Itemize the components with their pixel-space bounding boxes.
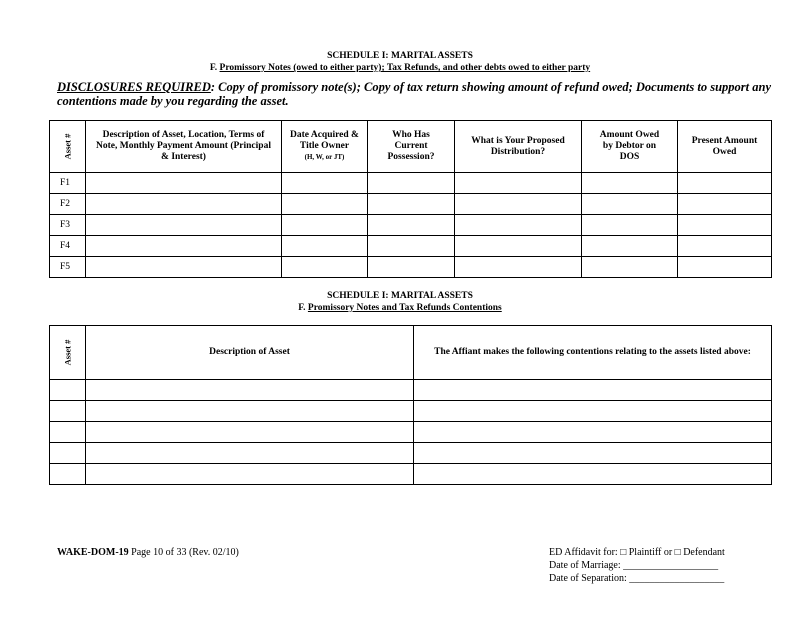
- form-id: [57, 546, 239, 559]
- table-cell[interactable]: [414, 464, 772, 485]
- table-cell[interactable]: [50, 464, 86, 485]
- table-cell[interactable]: [86, 380, 414, 401]
- table-row: [50, 194, 772, 215]
- assets-table: [49, 120, 772, 278]
- table-cell[interactable]: [50, 422, 86, 443]
- subtitle-prefix: F.: [209, 63, 220, 73]
- table-cell[interactable]: [86, 194, 282, 215]
- table-row: [50, 443, 772, 464]
- table-cell[interactable]: [582, 215, 678, 236]
- table-cell[interactable]: [86, 401, 414, 422]
- table-cell[interactable]: [455, 236, 582, 257]
- table-cell[interactable]: [455, 215, 582, 236]
- disclosures-text: : Copy of promissory note(s); Copy of tax return showing amount of refund owed; Documents to support any contentions made by you regarding the asset.: [57, 80, 771, 108]
- header-asset-num: Asset #: [50, 121, 86, 173]
- table-cell[interactable]: [368, 257, 455, 278]
- disclosures: [57, 80, 777, 108]
- table-cell[interactable]: [678, 257, 772, 278]
- table-cell[interactable]: [86, 422, 414, 443]
- table-cell[interactable]: [86, 443, 414, 464]
- header-asset-num: Asset #: [50, 326, 86, 380]
- page-number: Page 10 of 33 (Rev. 02/10): [128, 547, 239, 558]
- asset-id: F2: [50, 194, 86, 215]
- table-cell[interactable]: [414, 401, 772, 422]
- table-cell[interactable]: [86, 257, 282, 278]
- table-cell[interactable]: [86, 215, 282, 236]
- table-row: [50, 401, 772, 422]
- table-cell[interactable]: [86, 236, 282, 257]
- subtitle-prefix: F.: [298, 303, 308, 313]
- subtitle-text: Promissory Notes (owed to either party); Tax Refunds, and other debts owed to either party: [219, 63, 591, 73]
- table-cell[interactable]: [368, 173, 455, 194]
- table-row: [50, 464, 772, 485]
- header-possession: Who Has Current Possession?: [368, 121, 455, 173]
- header-amount-dos: Amount Owed by Debtor on DOS: [582, 121, 678, 173]
- table-row: [50, 380, 772, 401]
- table-cell[interactable]: [86, 464, 414, 485]
- table-row: [50, 236, 772, 257]
- subtitle-text: Promissory Notes and Tax Refunds Contentions: [307, 303, 502, 313]
- table-cell[interactable]: [282, 173, 368, 194]
- asset-id: F1: [50, 173, 86, 194]
- disclosures-label: DISCLOSURES REQUIRED: [57, 80, 211, 94]
- header-description: Description of Asset, Location, Terms of Note, Monthly Payment Amount (Principal & Interest): [86, 121, 282, 173]
- table-cell[interactable]: [582, 194, 678, 215]
- date-of-marriage-field[interactable]: Date of Marriage: ___________________: [549, 560, 719, 571]
- table-cell[interactable]: [282, 215, 368, 236]
- table-cell[interactable]: [678, 194, 772, 215]
- header-description: Description of Asset: [86, 326, 414, 380]
- table-row: [50, 215, 772, 236]
- schedule-title: SCHEDULE I: MARITAL ASSETS: [327, 51, 473, 61]
- table-cell[interactable]: [678, 173, 772, 194]
- table-cell[interactable]: [368, 236, 455, 257]
- table-cell[interactable]: [455, 194, 582, 215]
- header-note: (H, W, or JT): [304, 153, 345, 161]
- table-cell[interactable]: [455, 173, 582, 194]
- table-cell[interactable]: [414, 443, 772, 464]
- schedule2-title: SCHEDULE I: MARITAL ASSETS: [327, 291, 473, 301]
- table-cell[interactable]: [368, 215, 455, 236]
- date-of-separation-field[interactable]: Date of Separation: ___________________: [549, 573, 725, 584]
- header-contentions: The Affiant makes the following contentions relating to the assets listed above:: [414, 326, 772, 380]
- table-cell[interactable]: [282, 257, 368, 278]
- table-cell[interactable]: [678, 215, 772, 236]
- schedule2-subtitle: [0, 303, 800, 313]
- table-cell[interactable]: [414, 380, 772, 401]
- table-row: [50, 257, 772, 278]
- table-cell[interactable]: [86, 173, 282, 194]
- table-cell[interactable]: [282, 194, 368, 215]
- form-code: WAKE-DOM-19: [57, 547, 129, 558]
- asset-id: F4: [50, 236, 86, 257]
- asset-id: F3: [50, 215, 86, 236]
- asset-id: F5: [50, 257, 86, 278]
- table-row: [50, 422, 772, 443]
- table-cell[interactable]: [582, 173, 678, 194]
- table-cell[interactable]: [455, 257, 582, 278]
- table-cell[interactable]: [368, 194, 455, 215]
- table-cell[interactable]: [50, 443, 86, 464]
- affidavit-for[interactable]: ED Affidavit for: □ Plaintiff or □ Defendant: [549, 547, 725, 558]
- table-cell[interactable]: [50, 380, 86, 401]
- table-cell[interactable]: [582, 257, 678, 278]
- table-cell[interactable]: [50, 401, 86, 422]
- schedule-subtitle: [0, 63, 800, 73]
- table-cell[interactable]: [414, 422, 772, 443]
- header-distribution: What is Your Proposed Distribution?: [455, 121, 582, 173]
- header-date-acquired: Date Acquired & Title Owner (H, W, or JT): [282, 121, 368, 173]
- header-present-amount: Present Amount Owed: [678, 121, 772, 173]
- table-cell[interactable]: [582, 236, 678, 257]
- table-cell[interactable]: [678, 236, 772, 257]
- table-row: [50, 173, 772, 194]
- affidavit-info: [549, 546, 725, 585]
- table-cell[interactable]: [282, 236, 368, 257]
- contentions-table: [49, 325, 772, 485]
